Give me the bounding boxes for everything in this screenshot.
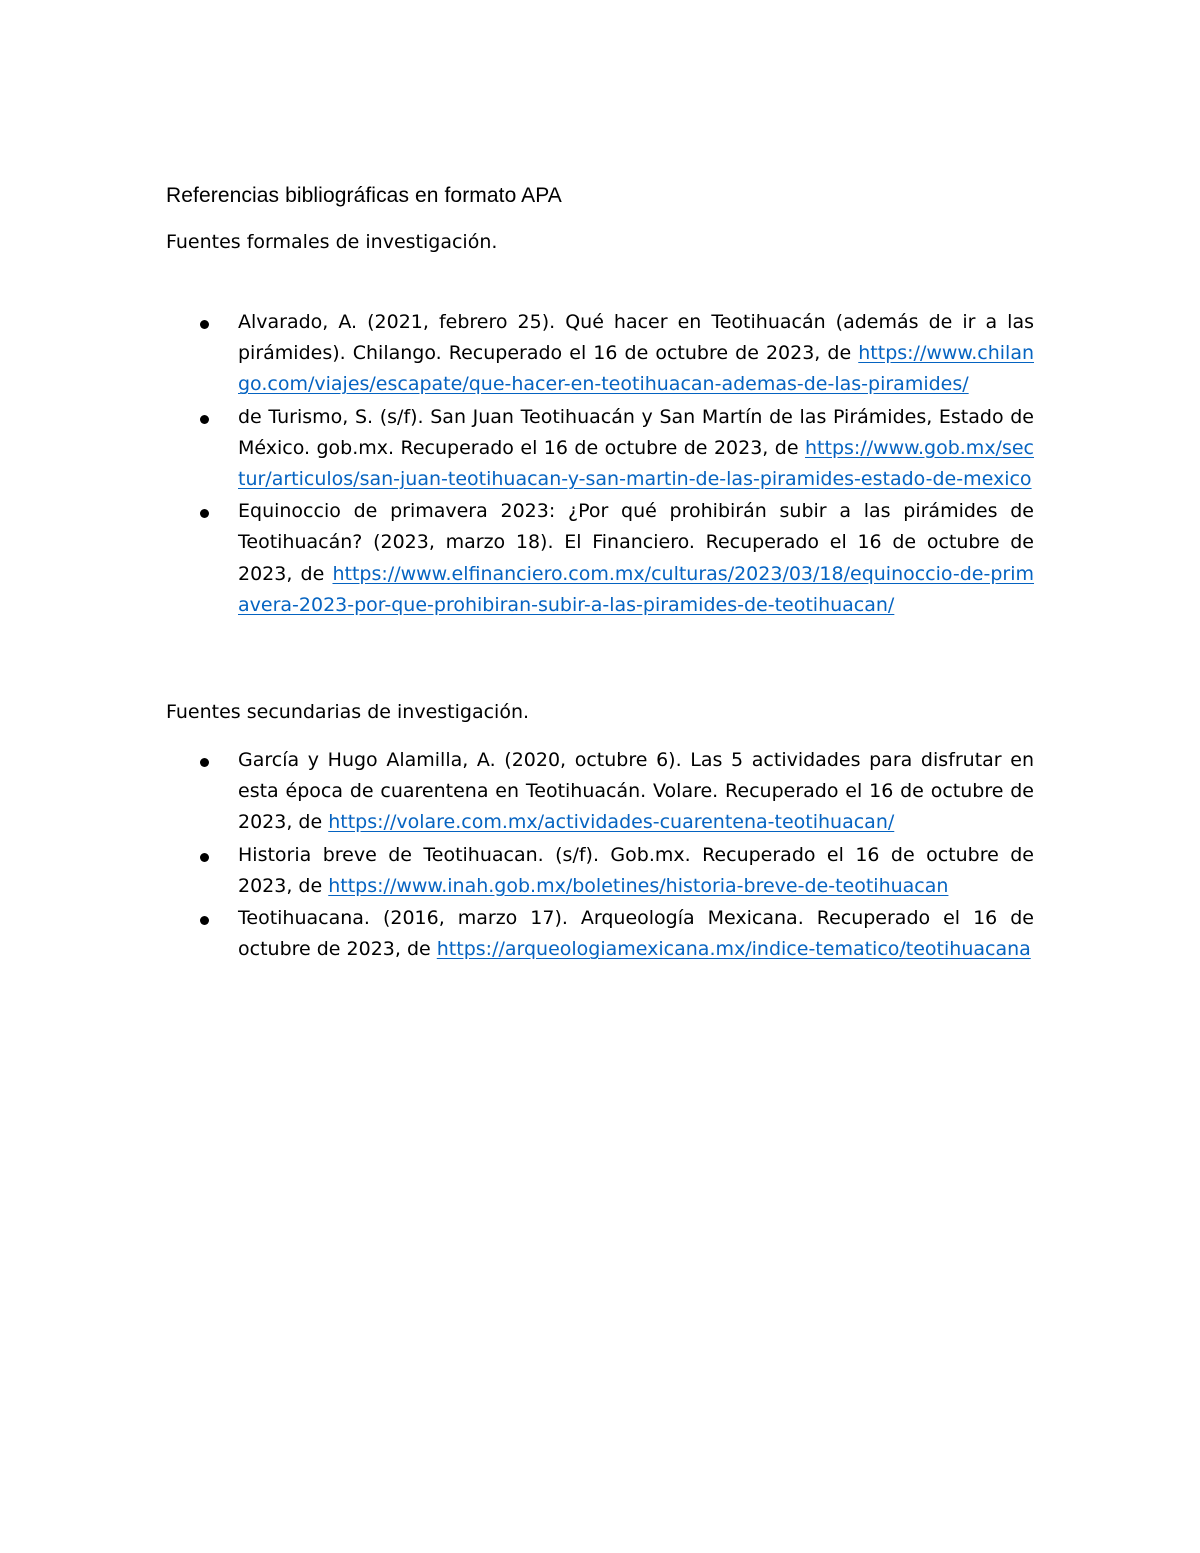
- document-title: Referencias bibliográficas en formato APA: [166, 184, 562, 207]
- reference-link[interactable]: https://www.elfinanciero.com.mx/culturas/2023/03/18/equinoccio-de-primavera-2023-por-que-prohibiran-subir-a-las-piramides-de-teotihuacan/: [238, 562, 1035, 616]
- reference-item: [166, 840, 1034, 902]
- section-heading-secondary: Fuentes secundarias de investigación.: [166, 701, 530, 723]
- bullet-icon: [200, 758, 209, 767]
- bullet-icon: [200, 415, 209, 424]
- reference-link[interactable]: https://volare.com.mx/actividades-cuarentena-teotihuacan/: [328, 811, 895, 834]
- reference-list-formal: [166, 307, 1034, 622]
- reference-item: [166, 496, 1034, 621]
- reference-item: [166, 745, 1034, 839]
- reference-text: Historia breve de Teotihuacan. (s/f). Gob.mx. Recuperado el 16 de octubre de 2023, de: [238, 843, 1034, 897]
- reference-link[interactable]: https://www.chilango.com/viajes/escapate/que-hacer-en-teotihuacan-ademas-de-las-piramides/: [238, 342, 1034, 396]
- bullet-icon: [200, 916, 209, 925]
- reference-item: [166, 307, 1034, 401]
- reference-text: Teotihuacana. (2016, marzo 17). Arqueología Mexicana. Recuperado el 16 de octubre de 2023, de: [238, 907, 1034, 961]
- reference-item: [166, 903, 1034, 965]
- reference-item: [166, 402, 1034, 496]
- bullet-icon: [200, 320, 209, 329]
- reference-text: de Turismo, S. (s/f). San Juan Teotihuacán y San Martín de las Pirámides, Estado de México. gob.mx. Recuperado el 16 de octubre de 2023, de: [238, 405, 1034, 459]
- reference-link[interactable]: https://arqueologiamexicana.mx/indice-tematico/teotihuacana: [436, 938, 1031, 961]
- reference-text: Alvarado, A. (2021, febrero 25). Qué hacer en Teotihuacán (además de ir a las pirámides). Chilango. Recuperado el 16 de octubre de 2023, de: [238, 311, 1034, 365]
- reference-link[interactable]: https://www.gob.mx/sectur/articulos/san-juan-teotihuacan-y-san-martin-de-las-piramides-estado-de-mexico: [238, 436, 1034, 491]
- reference-text: García y Hugo Alamilla, A. (2020, octubre 6). Las 5 actividades para disfrutar en esta época de cuarentena en Teotihuacán. Volare. Recuperado el 16 de octubre de 2023, de: [238, 749, 1034, 834]
- section-heading-formal: Fuentes formales de investigación.: [166, 231, 498, 253]
- bullet-icon: [200, 853, 209, 862]
- reference-text: Equinoccio de primavera 2023: ¿Por qué prohibirán subir a las pirámides de Teotihuacán? (2023, marzo 18). El Financiero. Recuperado el 16 de octubre de 2023, de: [238, 500, 1034, 585]
- reference-list-secondary: [166, 745, 1034, 966]
- bullet-icon: [200, 509, 209, 518]
- reference-link[interactable]: https://www.inah.gob.mx/boletines/historia-breve-de-teotihuacan: [328, 874, 949, 897]
